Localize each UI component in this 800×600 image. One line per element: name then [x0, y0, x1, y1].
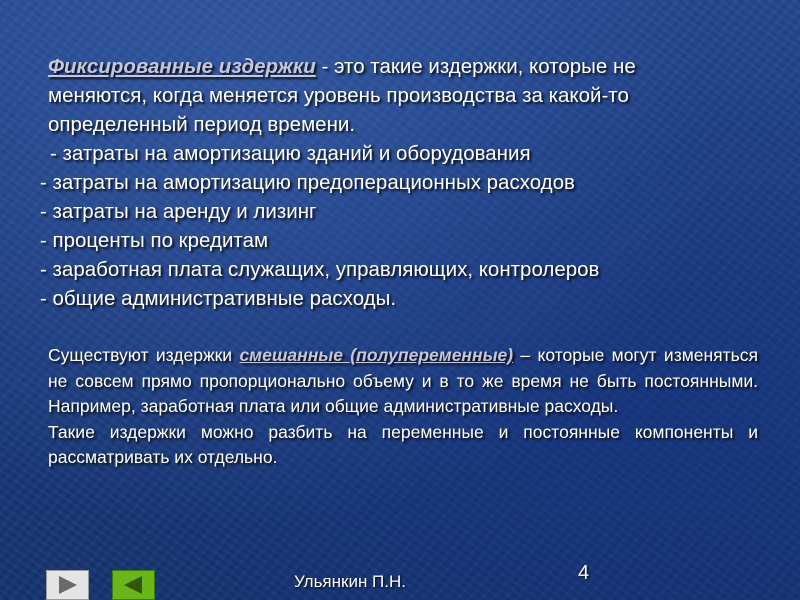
definition-line-1: [40, 52, 770, 81]
author-name: Ульянкин П.Н.: [293, 572, 407, 591]
mixed-costs-block: [48, 343, 758, 471]
mixed-costs-paragraph: [48, 343, 758, 420]
list-item: - затраты на аренду и лизинг: [40, 200, 317, 223]
list-item: - затраты на амортизацию предоперационных расходов: [40, 171, 575, 194]
mixed-costs-description: – которые могут изменяться не совсем прямо пропорционально объему и в то же время не быть постоянными. Например, заработная плата или общие административные расходы.: [48, 345, 758, 416]
page-number: 4: [578, 562, 590, 584]
list-item: - заработная плата служащих, управляющих, контролеров: [40, 258, 600, 281]
mixed-costs-intro: Существуют издержки: [48, 345, 240, 365]
mixed-costs-term: смешанные (полупеременные): [239, 345, 514, 365]
fixed-costs-term: Фиксированные издержки: [48, 55, 316, 78]
definition-text-1: - это такие издержки, которые не: [315, 55, 636, 78]
definition-line-3: определенный период времени.: [48, 113, 356, 136]
list-item: - общие административные расходы.: [40, 287, 397, 310]
definition-line-2: меняются, когда меняется уровень производства за какой-то: [48, 84, 629, 107]
definition-block: [40, 52, 770, 313]
list-item: - затраты на амортизацию зданий и оборудования: [50, 142, 531, 165]
mixed-costs-paragraph-2: Такие издержки можно разбить на переменные и постоянные компоненты и рассматривать их отдельно.: [48, 421, 758, 467]
list-item: - проценты по кредитам: [40, 229, 269, 252]
